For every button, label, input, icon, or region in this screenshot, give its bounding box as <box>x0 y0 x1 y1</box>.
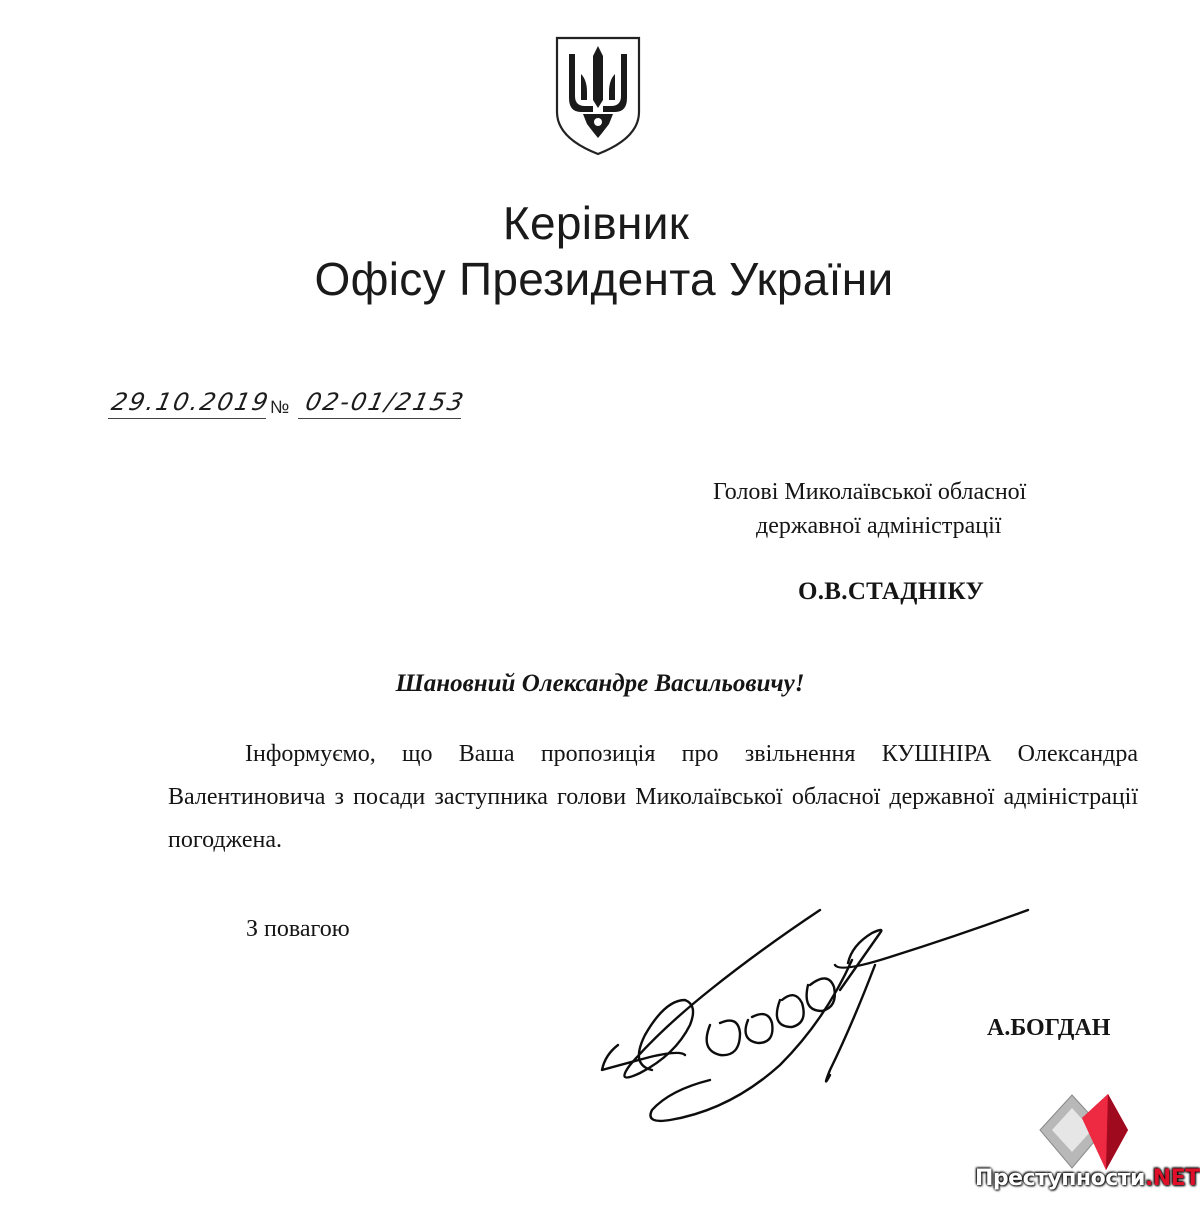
closing-phrase: З повагою <box>246 916 350 942</box>
watermark-site-name[interactable] <box>975 1166 1200 1191</box>
watermark-site-tld: .NET <box>1144 1166 1200 1191</box>
org-title-line1: Керівник <box>502 197 690 249</box>
org-title-line2: Офісу Президента України <box>314 253 894 305</box>
recipient-name: О.В.СТАДНІКУ <box>798 578 985 605</box>
registration-number: 02-01/2153 <box>303 388 468 416</box>
number-underline <box>298 418 461 419</box>
date-underline <box>108 418 266 419</box>
letter-body: Інформуємо, що Ваша пропозиція про звільнення КУШНІРА Олександра Валентиновича з посади заступника голови Миколаївської обласної державної адміністрації погоджена. <box>168 741 1138 853</box>
trident-emblem-icon <box>553 34 643 158</box>
signer-name: А.БОГДАН <box>987 1015 1111 1041</box>
handwritten-signature-icon <box>590 905 1040 1130</box>
watermark-site-base: Преступности <box>975 1166 1145 1191</box>
recipient-position-line1: Голові Миколаївської обласної <box>713 479 1027 505</box>
recipient-position-line2: державної адміністрації <box>756 513 1002 539</box>
salutation: Шановний Олександре Васильовичу! <box>395 670 805 697</box>
registration-date: 29.10.2019 <box>109 388 273 416</box>
number-sign: № <box>270 397 290 417</box>
